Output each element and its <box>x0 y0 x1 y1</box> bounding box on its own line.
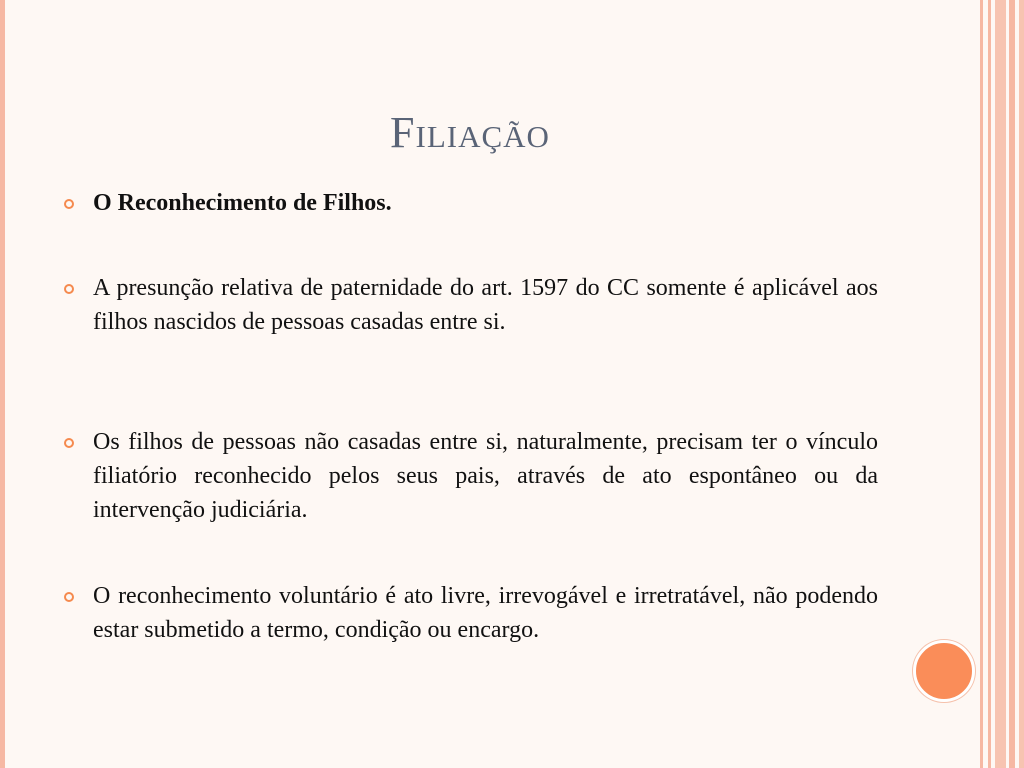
stripe <box>1009 0 1015 768</box>
decorative-stripes <box>980 0 1024 768</box>
bullet-circle-icon <box>64 284 74 294</box>
list-item <box>62 425 878 527</box>
stripe <box>980 0 983 768</box>
list-item <box>62 271 878 339</box>
list-item <box>62 186 878 220</box>
decorative-circle-icon <box>913 640 975 702</box>
stripe <box>995 0 1006 768</box>
bullet-circle-icon <box>64 592 74 602</box>
stripe <box>1019 0 1024 768</box>
stripe <box>988 0 991 768</box>
bullet-text: O Reconhecimento de Filhos. <box>93 190 392 216</box>
bullet-text: A presunção relativa de paternidade do art. 1597 do CC somente é aplicável aos filhos nascidos de pessoas casadas entre si. <box>93 275 878 335</box>
bullet-circle-icon <box>64 438 74 448</box>
bullet-circle-icon <box>64 199 74 209</box>
bullet-text: O reconhecimento voluntário é ato livre, irrevogável e irretratável, não podendo estar submetido a termo, condição ou encargo. <box>93 583 878 643</box>
bullet-text: Os filhos de pessoas não casadas entre si, naturalmente, precisam ter o vínculo filiatório reconhecido pelos seus pais, através de ato espontâneo ou da intervenção judiciária. <box>93 429 878 523</box>
list-item <box>62 579 878 647</box>
slide-title: Filiação <box>390 108 550 157</box>
